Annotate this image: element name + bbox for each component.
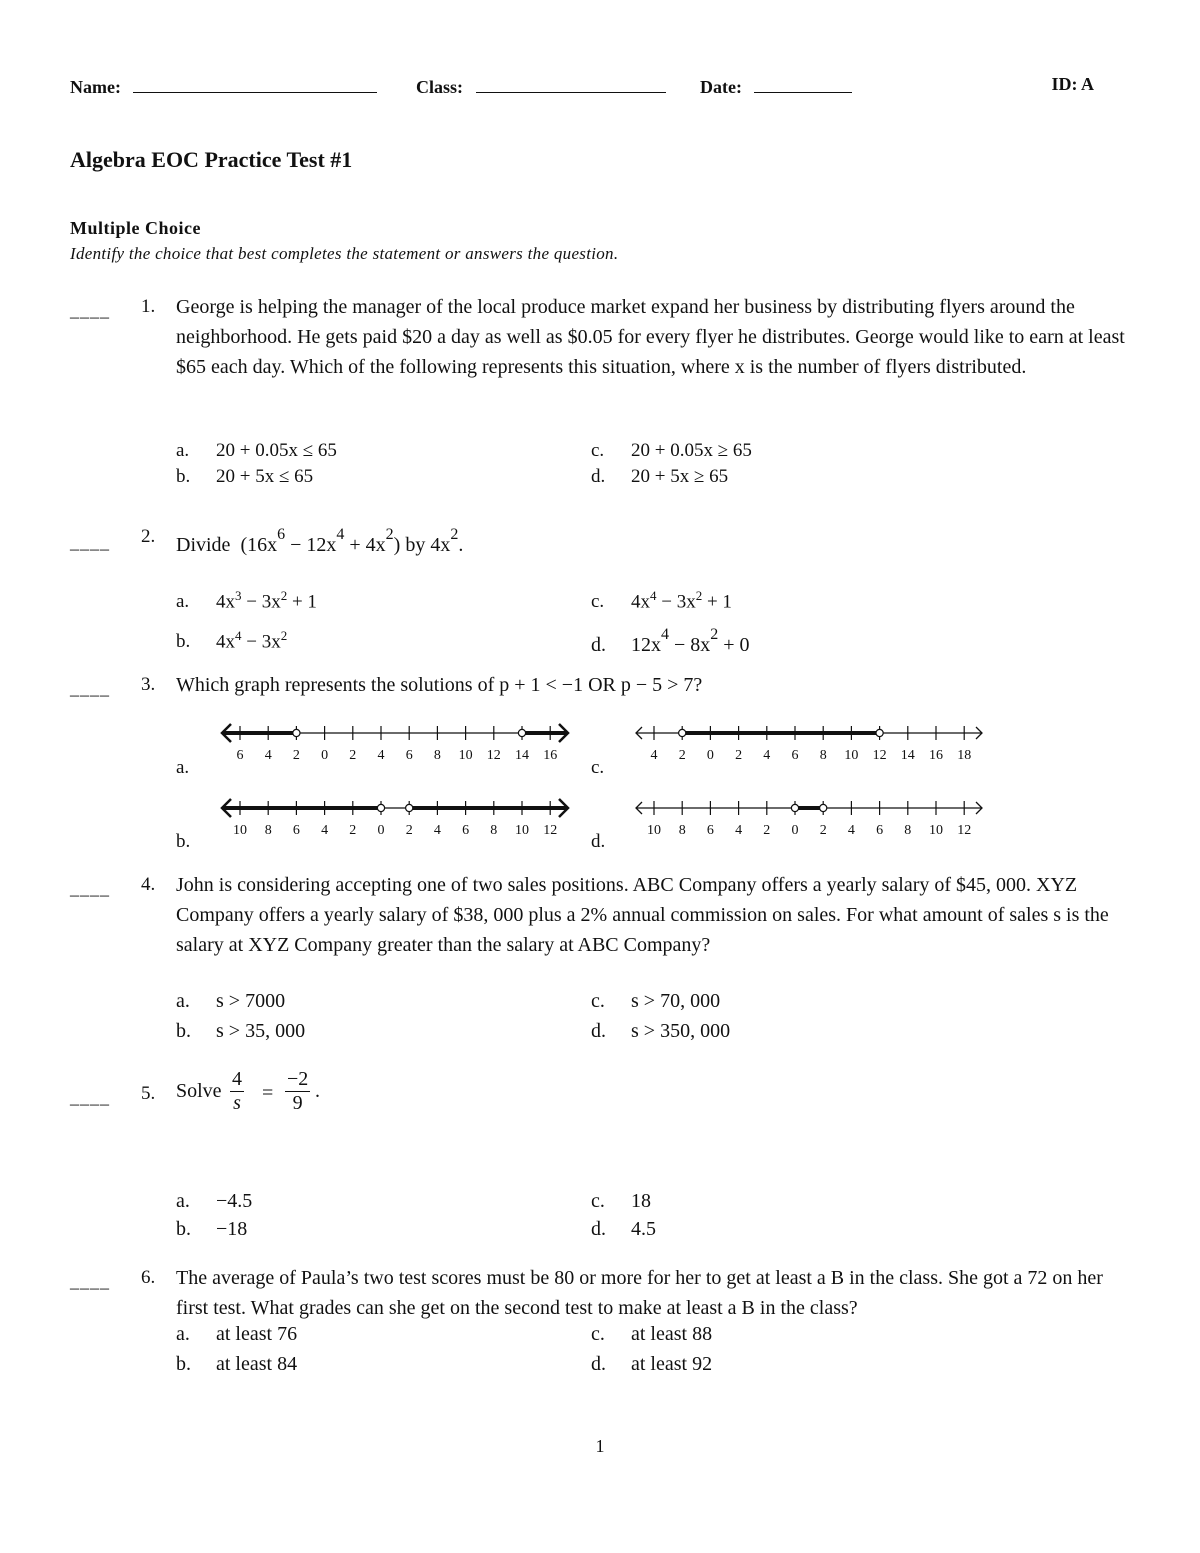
q6-option-b[interactable]: b. at least 84	[176, 1353, 298, 1375]
section-label: Multiple Choice	[70, 218, 201, 238]
class-field	[416, 74, 666, 98]
open-circle-icon	[876, 729, 883, 736]
open-circle-icon	[791, 804, 798, 811]
tick-label: 0	[706, 748, 714, 763]
question-text-2: Divide $(16x^6 - 12x^4 + 4x^2)$ by $4x^2$.	[176, 526, 464, 556]
tick-label: 12	[872, 748, 887, 763]
open-circle-icon	[377, 804, 384, 811]
q1-option-c[interactable]: c. 20 + 0.05x ≥ 65	[591, 440, 752, 461]
q1-option-d[interactable]: d. 20 + 5x ≥ 65	[591, 466, 729, 487]
answer-blank-5[interactable]: ____	[70, 1087, 110, 1107]
date-label: Date:	[700, 77, 742, 97]
question-suffix-5: .	[315, 1080, 320, 1102]
tick-label: 4	[433, 823, 441, 838]
answer-blank-3[interactable]: ____	[70, 678, 110, 698]
q6-option-a[interactable]: a. at least 76	[176, 1323, 298, 1345]
tick-label: 8	[904, 823, 912, 838]
q3-option-d-letter[interactable]: d.	[591, 831, 606, 852]
tick-label: 8	[433, 748, 441, 763]
tick-label: 12	[486, 748, 501, 763]
question-number-6: 6.	[141, 1267, 156, 1288]
answer-blank-2[interactable]: ____	[70, 532, 110, 552]
name-field	[70, 74, 377, 98]
q5-option-d[interactable]: d. 4.5	[591, 1218, 656, 1240]
name-blank[interactable]	[133, 74, 377, 93]
tick-label: 2	[292, 748, 300, 763]
tick-label: 2	[819, 823, 827, 838]
tick-label: 2	[735, 748, 743, 763]
tick-label: 6	[292, 823, 300, 838]
tick-label: 2	[678, 748, 686, 763]
tick-label: 12	[543, 823, 558, 838]
q1-option-b[interactable]: b. 20 + 5x ≤ 65	[176, 466, 314, 487]
tick-label: 10	[647, 823, 661, 838]
tick-label: 6	[236, 748, 244, 763]
question-number-1: 1.	[141, 296, 156, 317]
tick-label: 8	[819, 748, 827, 763]
question-text-6: The average of Paula’s two test scores must be 80 or more for her to get at least a B in the class. She got a 72 on her first test. What grades can she get on the second test to make at least a B in the class?	[176, 1267, 1103, 1319]
fraction-left: $\frac{4}{s}$	[232, 1068, 242, 1114]
tick-label: 4	[763, 748, 771, 763]
question-number-3: 3.	[141, 674, 156, 695]
tick-label: 8	[678, 823, 686, 838]
answer-blank-4[interactable]: ____	[70, 878, 110, 898]
tick-label: 0	[791, 823, 799, 838]
tick-label: 10	[233, 823, 247, 838]
q3-option-b-letter[interactable]: b.	[176, 831, 191, 852]
fraction-right: $\frac{-2}{9}$	[287, 1068, 309, 1114]
q6-option-d[interactable]: d. at least 92	[591, 1353, 713, 1375]
number-line-a[interactable]	[214, 718, 576, 768]
tick-label: 14	[515, 748, 529, 763]
q3-option-a-letter[interactable]: a.	[176, 757, 190, 778]
q2-option-b[interactable]: b. $4x^4 - 3x^2$	[176, 628, 288, 653]
open-circle-icon	[820, 804, 827, 811]
open-circle-icon	[293, 729, 300, 736]
tick-label: 4	[650, 748, 658, 763]
tick-label: 4	[735, 823, 743, 838]
q5-option-c[interactable]: c. 18	[591, 1190, 651, 1212]
tick-label: 4	[264, 748, 272, 763]
q2-option-c[interactable]: c. $4x^4 - 3x^2 + 1$	[591, 588, 732, 613]
number-line-b[interactable]	[214, 793, 576, 843]
number-line-d[interactable]	[628, 793, 990, 843]
tick-label: 0	[321, 748, 329, 763]
date-field	[700, 74, 852, 98]
question-number-5: 5.	[141, 1083, 156, 1104]
tick-label: 10	[929, 823, 943, 838]
tick-label: 0	[377, 823, 385, 838]
answer-blank-1[interactable]: ____	[70, 300, 110, 320]
question-text-4: John is considering accepting one of two sales positions. ABC Company offers a yearly salary of $45, 000. XYZ Company offers a yearly salary of $38, 000 plus a 2% annual commission on sales. For what amount of sales s is the salary at XYZ Company greater than the salary at ABC Company?	[176, 874, 1109, 956]
header	[70, 74, 1094, 100]
tick-label: 10	[844, 748, 859, 763]
open-circle-icon	[679, 729, 686, 736]
open-circle-icon	[406, 804, 413, 811]
q4-option-b[interactable]: b. s > 35, 000	[176, 1020, 306, 1042]
tick-label: 8	[264, 823, 272, 838]
tick-label: 4	[321, 823, 329, 838]
question-text-3: Which graph represents the solutions of p + 1 < −1 OR p − 5 > 7?	[176, 674, 703, 696]
tick-label: 2	[763, 823, 771, 838]
question-number-4: 4.	[141, 874, 156, 895]
q5-option-b[interactable]: b. −18	[176, 1218, 248, 1240]
section-instructions: Identify the choice that best completes the statement or answers the question.	[70, 244, 619, 263]
q4-option-c[interactable]: c. s > 70, 000	[591, 990, 721, 1012]
tick-label: 12	[957, 823, 972, 838]
tick-label: 14	[900, 748, 915, 763]
tick-label: 6	[706, 823, 714, 838]
tick-label: 2	[349, 748, 357, 763]
tick-label: 18	[957, 748, 972, 763]
tick-label: 6	[791, 748, 799, 763]
q5-option-a[interactable]: a. −4.5	[176, 1190, 253, 1212]
tick-label: 16	[543, 748, 558, 763]
q3-option-c-letter[interactable]: c.	[591, 757, 605, 778]
q2-option-d[interactable]: d. $12x^4 - 8x^2 + 0$	[591, 626, 750, 656]
tick-label: 4	[377, 748, 385, 763]
q2-option-a[interactable]: a. $4x^3 - 3x^2 + 1$	[176, 588, 317, 613]
tick-label: 6	[405, 748, 413, 763]
question-text-1: George is helping the manager of the local produce market expand her business by distributing flyers around the neighborhood. He gets paid $20 a day as well as $0.05 for every flyer he distributes. George would like to earn at least $65 each day. Which of the following represents this situation, where x is the number of flyers distributed.	[176, 296, 1125, 378]
tick-label: 16	[929, 748, 943, 763]
equals-sign: =	[262, 1082, 274, 1104]
class-blank[interactable]	[476, 74, 666, 93]
page-title: Algebra EOC Practice Test #1	[70, 147, 353, 172]
tick-label: 10	[515, 823, 529, 838]
tick-label: 2	[349, 823, 357, 838]
number-line-c[interactable]	[628, 718, 990, 768]
class-label: Class:	[416, 77, 464, 97]
date-blank[interactable]	[754, 74, 852, 93]
q1-option-a[interactable]: a. 20 + 0.05x ≤ 65	[176, 440, 337, 461]
q6-option-c[interactable]: c. at least 88	[591, 1323, 713, 1345]
tick-label: 2	[405, 823, 413, 838]
tick-label: 6	[462, 823, 470, 838]
tick-label: 10	[458, 748, 473, 763]
question-text-5: Solve	[176, 1080, 222, 1102]
name-label: Name:	[70, 77, 121, 97]
q4-option-d[interactable]: d. s > 350, 000	[591, 1020, 731, 1042]
page-number: 1	[595, 1436, 605, 1456]
question-number-2: 2.	[141, 526, 156, 547]
q4-option-a[interactable]: a. s > 7000	[176, 990, 286, 1012]
answer-blank-6[interactable]: ____	[70, 1271, 110, 1291]
tick-label: 6	[876, 823, 884, 838]
id-label: ID: A	[1051, 74, 1094, 94]
open-circle-icon	[518, 729, 525, 736]
tick-label: 8	[490, 823, 498, 838]
tick-label: 4	[847, 823, 855, 838]
